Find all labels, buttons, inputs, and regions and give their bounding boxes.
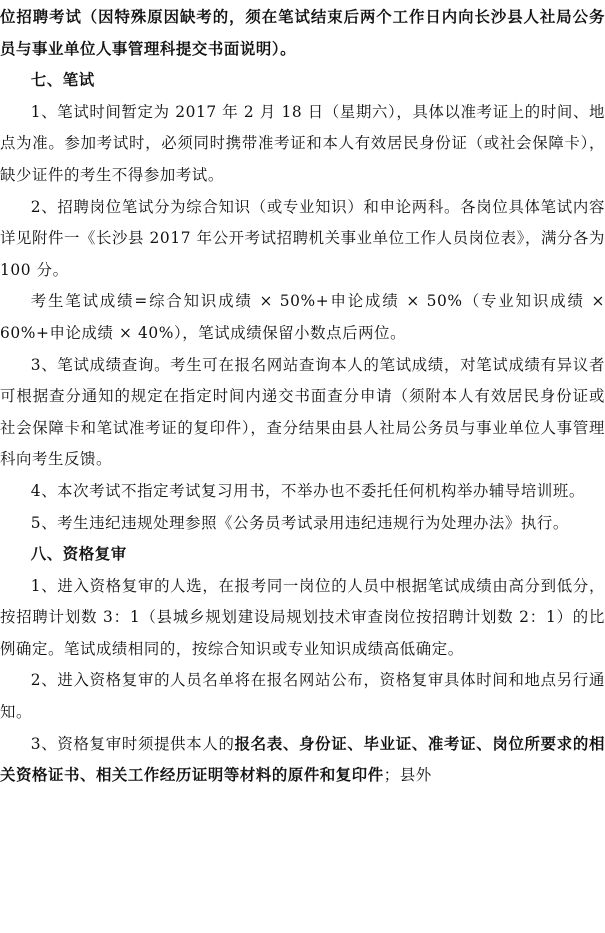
paragraph-discipline: 5、考生违纪违规处理参照《公务员考试录用违纪违规行为处理办法》执行。: [30, 513, 569, 532]
paragraph-review-candidates: 1、进入资格复审的人选，在报考同一岗位的人员中根据笔试成绩由高分到低分，按招聘计划数 3：1（县城乡规划建设局规划技术审查岗位按招聘计划数 2：1）的比例确定。笔试成绩相同的，按综合知识或专业知识成绩高低确定。: [0, 576, 605, 658]
paragraph-exam-absence-note: 位招聘考试（因特殊原因缺考的，须在笔试结束后两个工作日内向长沙县人社局公务员与事业单位人事管理科提交书面说明）。: [0, 8, 605, 58]
review-documents-tail: ；县外: [383, 766, 432, 785]
paragraph-no-textbook: 4、本次考试不指定考试复习用书，不举办也不委托任何机构举办辅导培训班。: [30, 481, 585, 500]
paragraph-score-query: 3、笔试成绩查询。考生可在报名网站查询本人的笔试成绩，对笔试成绩有异议者可根据查分通知的规定在指定时间内递交书面查分申请（须附本人有效居民身份证或社会保障卡和笔试准考证的复印件），查分结果由县人社局公务员与事业单位人事管理科向考生反馈。: [0, 355, 605, 469]
section-heading-qualification-review: 八、资格复审: [30, 545, 127, 564]
section-heading-written-exam: 七、笔试: [30, 71, 95, 90]
paragraph-score-formula: 考生笔试成绩=综合知识成绩 × 50%+申论成绩 × 50%（专业知识成绩 × 60%+申论成绩 × 40%），笔试成绩保留小数点后两位。: [0, 292, 605, 342]
paragraph-review-documents: [0, 729, 605, 792]
paragraph-exam-subjects: 2、招聘岗位笔试分为综合知识（或专业知识）和申论两科。各岗位具体笔试内容详见附件一《长沙县 2017 年公开考试招聘机关事业单位工作人员岗位表》，满分各为 100 分。: [0, 197, 605, 279]
paragraph-review-list: 2、进入资格复审的人员名单将在报名网站公布，资格复审具体时间和地点另行通知。: [0, 671, 605, 722]
paragraph-exam-time: 1、笔试时间暂定为 2017 年 2 月 18 日（星期六），具体以准考证上的时间、地点为准。参加考试时，必须同时携带准考证和本人有效居民身份证（或社会保障卡），缺少证件的考生不得参加考试。: [0, 102, 605, 184]
review-documents-list: 报名表、身份证、毕业证、准考证、岗位所要求的相关资格证书、相关工作经历证明等材料的原件和复印件: [0, 734, 605, 785]
review-documents-lead: 3、资格复审时须提供本人的: [30, 734, 235, 753]
